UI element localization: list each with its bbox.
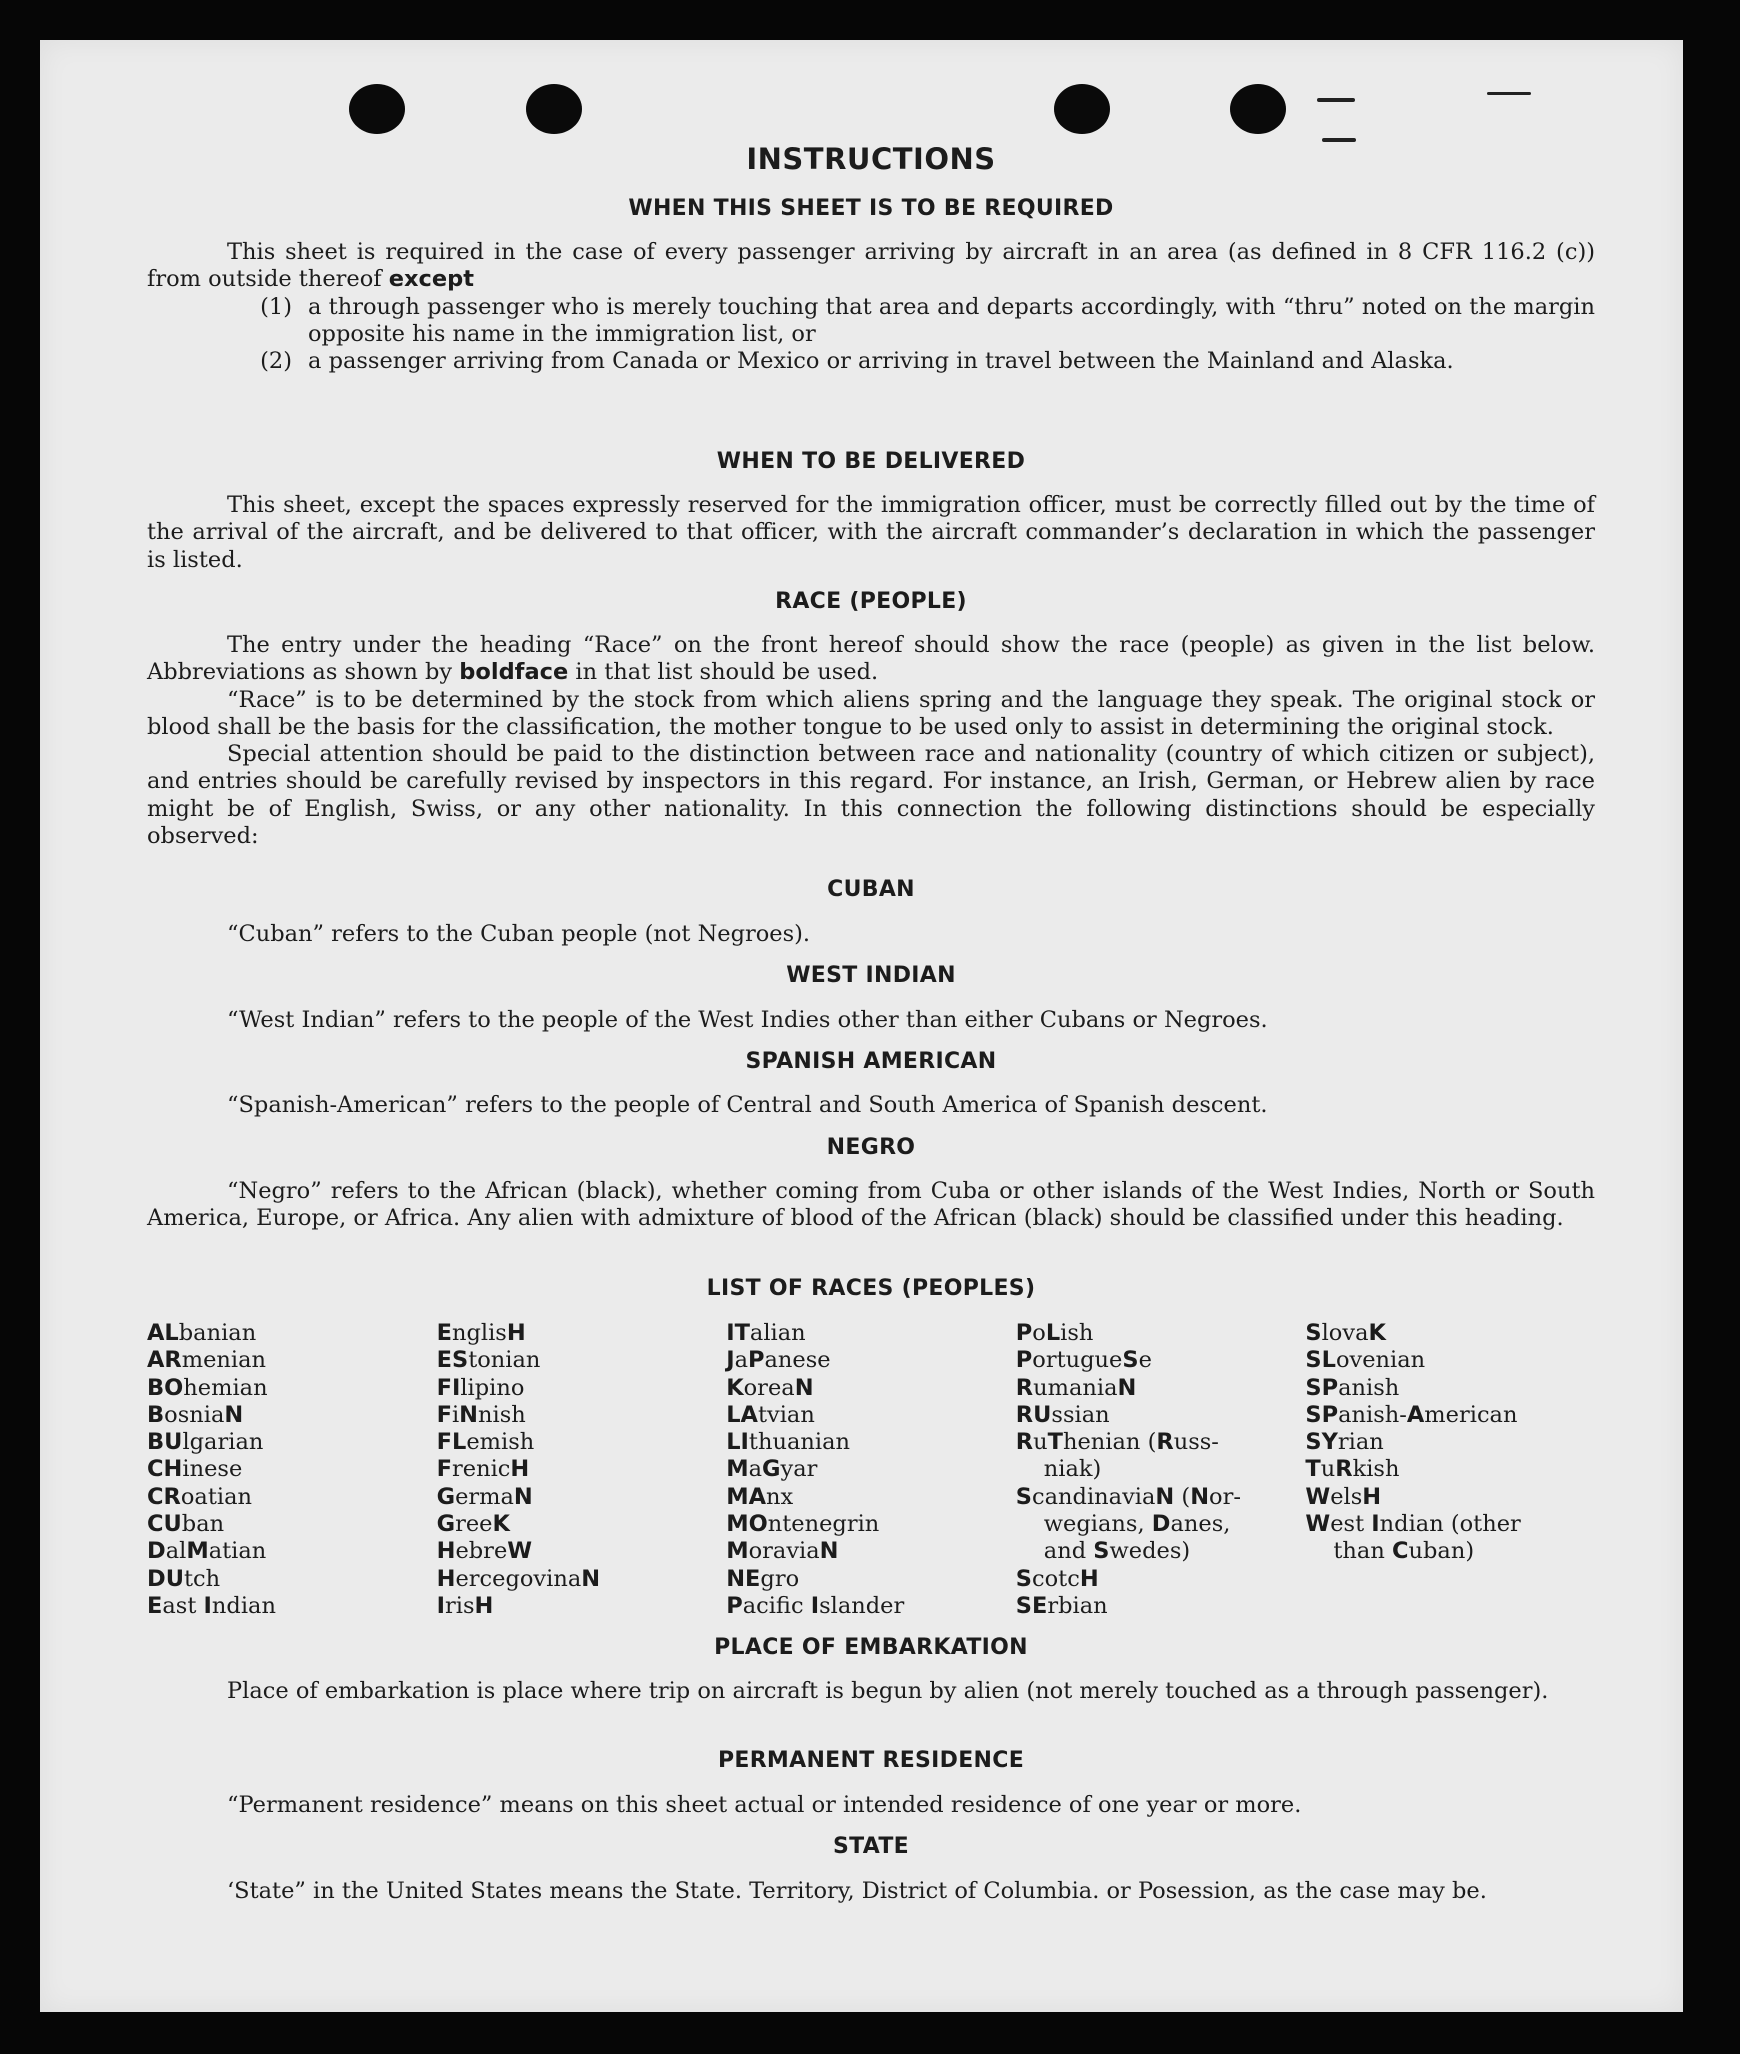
race-entry: IrisH	[436, 1592, 494, 1619]
race-entry: PoLish	[1015, 1320, 1094, 1346]
race-entry: DUtch	[147, 1565, 221, 1592]
list-item-number: (1)	[260, 293, 292, 320]
list-item	[147, 348, 1595, 375]
residence-text: “Permanent residence” means on this sheet actual or intended residence of one year or more.	[227, 1792, 1302, 1818]
state-text: ‘State” in the United States means the State. Territory, District of Columbia. or Posession, as the case may be.	[227, 1878, 1487, 1904]
race-entry: wegians, Danes,	[1043, 1511, 1231, 1538]
scan-mark	[1322, 138, 1356, 142]
race-p1-text: The entry under the heading “Race” on the front hereof should show the race (people) as given in the list below. Abbreviations as shown by	[147, 632, 1595, 686]
required-intro-text: This sheet is required in the case of every passenger arriving by aircraft in an area (as defined in 8 CFR 116.2 (c)) from outside thereof	[147, 239, 1595, 293]
section-required-body	[147, 239, 1595, 375]
race-entry: LAtvian	[726, 1401, 815, 1428]
punch-hole	[1054, 84, 1110, 134]
race-entry: RumaniaN	[1015, 1374, 1137, 1401]
race-entry: JaPanese	[726, 1347, 831, 1374]
race-entry: RUssian	[1015, 1401, 1110, 1428]
section-race-body	[147, 632, 1595, 850]
race-entry: WelsH	[1305, 1483, 1382, 1510]
scan-mark	[1317, 98, 1355, 102]
section-heading-race: RACE (PEOPLE)	[775, 589, 967, 614]
race-entry: BosniaN	[147, 1401, 244, 1428]
list-item-number: (2)	[260, 348, 292, 375]
race-entry: PortugueSe	[1015, 1347, 1152, 1374]
race-entry: FLemish	[436, 1429, 535, 1456]
race-entry: West Indian (other	[1305, 1511, 1521, 1538]
races-column	[147, 1320, 437, 1620]
scan-mark	[1487, 92, 1531, 95]
required-intro-bold: except	[388, 266, 474, 293]
race-entry: FIlipino	[436, 1374, 525, 1401]
races-column	[1305, 1320, 1595, 1620]
race-entry: MaGyar	[726, 1456, 818, 1483]
race-entry: NEgro	[726, 1565, 800, 1592]
race-entry: niak)	[1043, 1456, 1102, 1483]
race-entry: SLovenian	[1305, 1347, 1426, 1374]
section-heading-spanish-american: SPANISH AMERICAN	[745, 1049, 997, 1074]
race-entry: EnglisH	[436, 1320, 526, 1346]
list-item	[147, 294, 1595, 349]
race-entry: ITalian	[726, 1320, 806, 1346]
section-heading-negro: NEGRO	[826, 1135, 916, 1160]
section-heading-races-list: LIST OF RACES (PEOPLES)	[706, 1276, 1036, 1301]
race-entry: RuThenian (Russ-	[1015, 1429, 1219, 1456]
race-entry: ScotcH	[1015, 1565, 1099, 1592]
section-heading-embarkation: PLACE OF EMBARKATION	[714, 1635, 1028, 1660]
race-entry: FiNnish	[436, 1401, 526, 1428]
punch-hole	[1230, 84, 1286, 134]
race-paragraph-1	[147, 632, 1595, 687]
race-entry: SPanish	[1305, 1374, 1400, 1401]
race-paragraph-3: Special attention should be paid to the distinction between race and nationality (country of which citizen or subject), and entries should be carefully revised by inspectors in this regard. For instance, an Irish, German, or Hebrew alien by race might be of English, Swiss, or any other nationality. In this connection the following distinctions should be especially observed:	[147, 741, 1595, 850]
race-entry: CUban	[147, 1511, 225, 1538]
race-entry: SErbian	[1015, 1592, 1108, 1619]
race-entry: MAnx	[726, 1483, 794, 1510]
west-indian-text: “West Indian” refers to the people of the West Indies other than either Cubans or Negroes.	[227, 1007, 1268, 1033]
race-entry: CRoatian	[147, 1483, 252, 1510]
race-entry: SYrian	[1305, 1429, 1384, 1456]
race-entry: FrenicH	[436, 1456, 530, 1483]
race-entry: HercegovinaN	[436, 1565, 601, 1592]
embarkation-text: Place of embarkation is place where trip on aircraft is begun by alien (not merely touched as a through passenger).	[227, 1678, 1549, 1704]
punch-hole	[349, 84, 405, 134]
section-heading-west-indian: WEST INDIAN	[786, 963, 956, 988]
race-entry: KoreaN	[726, 1374, 814, 1401]
races-column	[1016, 1320, 1306, 1620]
race-entry: East Indian	[147, 1592, 276, 1619]
race-entry: and Swedes)	[1043, 1538, 1191, 1565]
race-entry: SPanish-American	[1305, 1401, 1518, 1428]
race-entry: ALbanian	[147, 1320, 257, 1346]
race-entry: ScandinaviaN (Nor-	[1015, 1483, 1241, 1510]
required-intro	[147, 239, 1595, 294]
document-page	[40, 40, 1683, 2012]
spanish-american-text: “Spanish-American” refers to the people of Central and South America of Spanish descent.	[227, 1092, 1268, 1118]
race-entry: BUlgarian	[147, 1429, 264, 1456]
race-entry: ARmenian	[147, 1347, 267, 1374]
race-entry: TuRkish	[1305, 1456, 1400, 1483]
race-entry: MOntenegrin	[726, 1511, 880, 1538]
race-entry: EStonian	[436, 1347, 541, 1374]
race-entry: GermaN	[436, 1483, 533, 1510]
races-list	[147, 1320, 1595, 1620]
race-entry: BOhemian	[147, 1374, 268, 1401]
page-title: INSTRUCTIONS	[746, 142, 996, 176]
race-p1-bold: boldface	[459, 659, 569, 686]
race-entry: MoraviaN	[726, 1538, 839, 1565]
race-entry: LIthuanian	[726, 1429, 850, 1456]
race-p1-text-end: in that list should be used.	[575, 659, 879, 686]
cuban-text: “Cuban” refers to the Cuban people (not Negroes).	[227, 921, 811, 947]
section-heading-required: WHEN THIS SHEET IS TO BE REQUIRED	[628, 196, 1114, 221]
races-column	[726, 1320, 1016, 1620]
section-heading-residence: PERMANENT RESIDENCE	[717, 1748, 1025, 1773]
section-heading-delivered: WHEN TO BE DELIVERED	[716, 449, 1026, 474]
race-entry: HebreW	[436, 1538, 533, 1565]
delivered-text: This sheet, except the spaces expressly reserved for the immigration officer, must be correctly filled out by the time of the arrival of the aircraft, and be delivered to that officer, with the aircraft commander’s declaration in which the passenger is listed.	[147, 492, 1595, 573]
race-entry: Pacifc Islander	[726, 1592, 905, 1619]
list-item-text: a passenger arriving from Canada or Mexico or arriving in travel between the Mainland and Alaska.	[308, 348, 1454, 375]
punch-hole	[526, 84, 582, 134]
race-paragraph-2: “Race” is to be determined by the stock from which aliens spring and the language they speak. The original stock or blood shall be the basis for the classification, the mother tongue to be used only to assist in determining the original stock.	[147, 686, 1595, 740]
race-entry: CHinese	[147, 1456, 243, 1483]
list-item-text: a through passenger who is merely touching that area and departs accordingly, with “thru” noted on the margin opposite his name in the immigration list, or	[308, 293, 1595, 347]
races-column	[437, 1320, 727, 1620]
race-entry: SlovaK	[1305, 1320, 1386, 1346]
race-entry: DalMatian	[147, 1538, 267, 1565]
section-heading-state: STATE	[833, 1834, 909, 1859]
negro-text: “Negro” refers to the African (black), whether coming from Cuba or other islands of the West Indies, North or South America, Europe, or Africa. Any alien with admixture of blood of the African (black) should be classified under this heading.	[147, 1178, 1595, 1232]
section-heading-cuban: CUBAN	[827, 877, 915, 902]
race-entry: than Cuban)	[1333, 1538, 1475, 1565]
race-entry: GreeK	[436, 1511, 510, 1538]
